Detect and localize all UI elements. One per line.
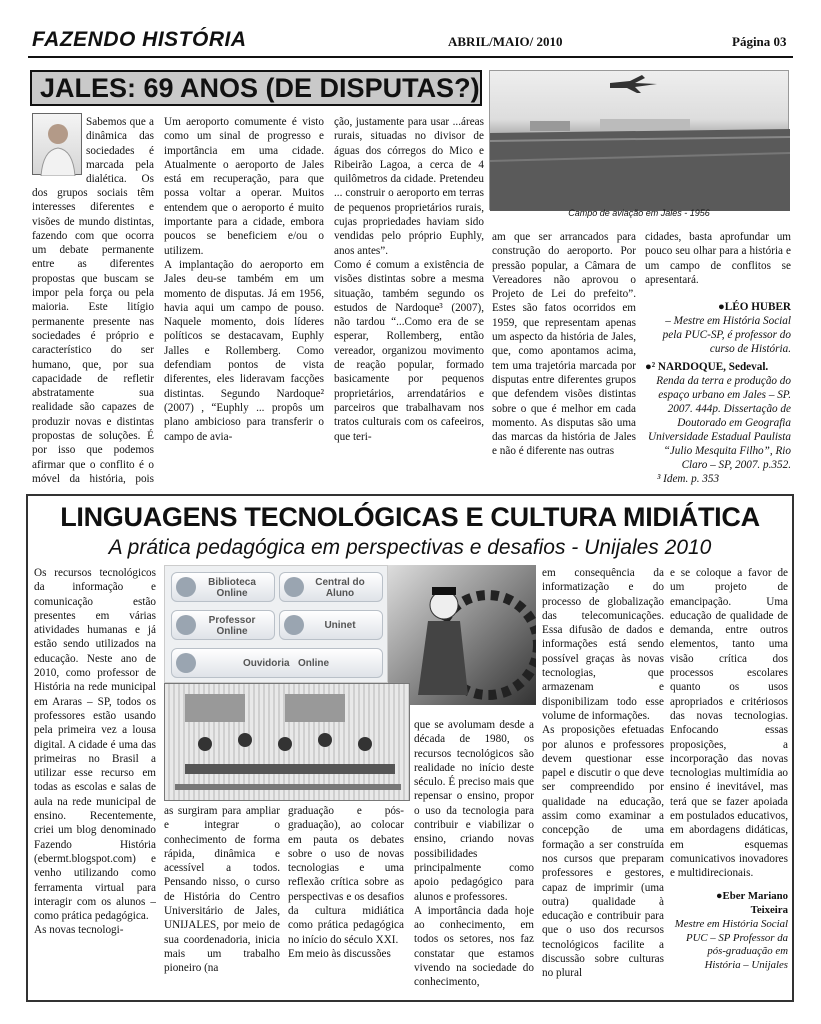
- article1-col1-lead: Sabemos que a dinâmica das sociedades é marcada pela dialética. Os: [86, 116, 154, 185]
- article2-col5: em consequência da informatização e do processo de globalização das telecomunicações. Essa difusão de dados e informações está sendo possível graças às novas tecnologias, que armazenam e disponibilizam todo esse volume de informações. As proposições efetuadas por alunos e professores devem questionar esse papel e discutir o que deve ser compreendido por qualidade na educação, assim como examinar a concepção de uma formação a ser construída nos cursos que preparam professores e gestores, capaz de imprimir (uma outra) qualidade à educação e contribuir para que o uso dos recursos tecnológicos facilite a discussão sobre culturas no plural: [542, 567, 664, 980]
- article2-col6: e se coloque a favor de um projeto de emancipação. Uma educação de qualidade de demanda, entre outros elementos, tanto uma visão crítica dos processos escolares quanto os usos apropriados e critériosos das novas tecnologias. Enfocando essas proposições, a incorporação das novas tecnologias multimídia ao ensino é inevitável, mas terá que se fazer apoiada em postulados educativos, em abordagens didáticas, em esquemas comunicativos inovadores e multidirecionais.: [670, 567, 788, 880]
- page-number: Página 03: [732, 34, 787, 49]
- header-divider: [28, 56, 793, 58]
- article1-col4: am que ser arrancados para construção do aeroporto. Por pressão popular, a Câmara de Vereadores não aprovou o Projeto de Lei do prefeito”. Estes são fatos ocorridos em 1959, que representam apenas um aspecto da história de Jales, que, como apontamos acima, tem uma trajetória marcada por disputas entre diferentes grupos que defendem visões distintas sobre o que é melhor em cada momento. As disputas são uma das marcas da história de Jales e não é diferente nas outras: [492, 231, 636, 458]
- central-aluno-button: Central do Aluno: [279, 572, 383, 602]
- airfield-photo: [489, 70, 789, 210]
- teacher-icon: [176, 615, 196, 635]
- article1-col2: Um aeroporto comumente é visto como um sinal de progresso e importância em uma cidade. Atualmente o aeroporto de Jales está em recuperação, para que possa voltar a operar. Muitos entendem que o aeroporto é muito importante para a cidade, embora poucos se beneficiem e/ou o utilizem. A implantação do aeroporto em Jales deu-se também em um momento de disputas. Já em 1956, havia aqui um campo de pouso. Naquele momento, dois líderes políticos se destacavam, Euphly Jalles e Rollemberg. Como defendiam pontos de vista diferentes, eles lideravam facções distintas. Segundo Nardoque² (2007) , “Euphly ... propôs um plano ambicioso para transferir o campo de avia-: [164, 116, 324, 443]
- article1-author-bio: – Mestre em História Social pela PUC-SP, é professor do curso de História.: [662, 315, 791, 355]
- article2-col1: Os recursos tecnológicos da informação e comunicação estão presentes em várias atividades humanas e já estão sendo utilizados na educação. Neste ano de 2010, como professor de História na rede municipal em Araras – SP, todos os professores estão usando pela primeira vez a lousa digital. A cidade é uma das primeiras no Brasil a utilizar esse recurso em todas as escolas e salas de aula na rede municipal de ensino. Recentemente, criei um blog denominado Fazendo História (ebermt.blogspot.com) e venho utilizando como ferramenta virtual para interagir com os alunos – como prática pedagógica. As novas tecnologi-: [34, 567, 156, 937]
- article2-col4: que se avolumam desde a década de 1980, os recursos tecnológicos são realidade no início deste século. É preciso mais que repensar o ensino, propor o uso da tecnologia para contribuir e viabilizar o ensino, criando novas possibilidades principalmente como apoio pedagógico para alunos e professores. A importância dada hoje ao conhecimento, em todos os setores, nos faz constatar que estamos vivendo na sociedade do conhecimento,: [414, 719, 534, 989]
- student-icon: [284, 577, 304, 597]
- article2-subtitle: A prática pedagógica em perspectivas e desafios - Unijales 2010: [108, 536, 712, 559]
- book-icon: [176, 577, 196, 597]
- article2-col3: graduação e pós-graduação), ao colocar em pauta os debates sobre o uso de novas tecnologias e uma reflexão crítica sobre as perspectivas e os desafios da cultura midiática como prática pedagógica no início do século XXI. Em meio às discussões: [288, 805, 404, 960]
- article2-author: ●Eber Mariano Teixeira: [716, 890, 788, 916]
- ouvidoria-online-button: Ouvidoria Online: [171, 648, 383, 678]
- photo-caption: Campo de aviação em Jales - 1956: [568, 208, 710, 218]
- footnote-2-text: Renda da terra e produção do espaço urbano em Jales – SP. 2007. 444p. Dissertação de Doutorado em Geografia Universidade Estadual Paulista “Julio Mesquita Filho”, Rio Claro – SP, 2007. p.352.: [648, 375, 791, 471]
- newspaper-brand: FAZENDO HISTÓRIA: [32, 28, 247, 51]
- article1-author: ●LÉO HUBER: [718, 301, 791, 313]
- ear-icon: [176, 653, 196, 673]
- article1-col5: cidades, basta aprofundar um pouco seu olhar para a história e um campo de conflitos se apresentará.: [645, 231, 791, 286]
- article1-col1: dos grupos sociais têm interesses diferentes e visões de mundo distintas, fazendo com que ocorra um debate permanente entre as diferentes propostas que buscam se impor pela força ou pela maioria. Este litígio permanente presente nas sociedades é próprio e característico do ser humano, que, por sua capacidade de refletir abstratamente sua realidade são capazes de produzir novas e distintas propostas de soluções. É por isso que podemos afirmar que o conflito é o móvel da história, pois: [32, 187, 154, 485]
- biblioteca-online-button: Biblioteca Online: [171, 572, 275, 602]
- footnote-2-label: ●² NARDOQUE, Sedeval.: [645, 361, 769, 373]
- article1-col3: ção, justamente para usar ...áreas rurais, situadas no divisor de águas dos córregos do Mico e Ribeirão Lagoa, a cerca de 4 quilômetros da cidade. Pretendeu ... construir o aeroporto em terras de pequenos proprietários rurais, cujas propriedades haviam sido vendidas pelo próprio Euphly, anos antes”. Como é comum a existência de visões distintas sobre a mesma situação, também segundo os estudos de Nardoque³ (2007), não tardou “...Como era de se esperar, Rollemberg, então vereador, organizou movimento de reação popular, formado basicamente por pequenos proprietários, arrendatários e parceiros que trabalhavam nos tratos culturais com os cafeeiros, que teri-: [334, 116, 484, 443]
- network-icon: [284, 615, 304, 635]
- article2-title: LINGUAGENS TECNOLÓGICAS E CULTURA MIDIÁTICA: [60, 502, 760, 532]
- professor-online-button: Professor Online: [171, 610, 275, 640]
- author-portrait: [32, 113, 82, 175]
- article2-col2: as surgiram para ampliar e integrar o conhecimento de forma rápida, dinâmica e acessível a todos. Pensando nisso, o curso de História do Centro Universitário de Jales, UNIJALES, por meio de sua coordenadoria, inicia mais um trabalho pioneiro (na: [164, 805, 280, 975]
- classroom-engraving: [164, 683, 410, 801]
- issue-date: ABRIL/MAIO/ 2010: [448, 34, 563, 49]
- article1-title: JALES: 69 ANOS (DE DISPUTAS?): [30, 70, 482, 106]
- footnote-3: ³ Idem. p. 353: [657, 473, 720, 485]
- article2-author-bio: Mestre em História Social PUC – SP Professor da pós-graduação em História – Unijales: [674, 918, 788, 971]
- portal-menu-image: [164, 565, 388, 683]
- uninet-button: Uninet: [279, 610, 383, 640]
